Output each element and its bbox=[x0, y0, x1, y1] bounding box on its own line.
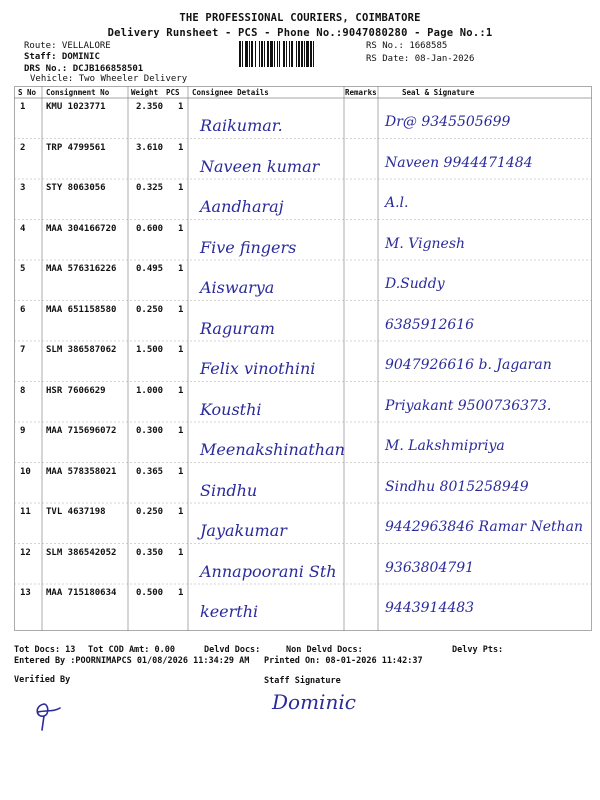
row-consignee-handwritten: Sindhu bbox=[200, 480, 258, 500]
row-consignment-no: MAA 304166720 bbox=[46, 223, 117, 234]
staff-signature-label: Staff Signature bbox=[264, 676, 341, 686]
row-seal-signature-handwritten: 9047926616 b. Jagaran bbox=[385, 357, 552, 373]
verified-signature-scribble bbox=[30, 700, 64, 732]
row-consignment-no: TVL 4637198 bbox=[46, 507, 106, 517]
row-pcs: 1 bbox=[178, 426, 184, 436]
row-seal-signature-handwritten: 6385912616 bbox=[385, 316, 475, 333]
row-consignee-handwritten: Annapoorani Sth bbox=[200, 561, 337, 581]
row-sno: 2 bbox=[20, 142, 26, 153]
verified-by: Verified By bbox=[14, 675, 71, 685]
col-consignment: Consignment No bbox=[46, 88, 110, 97]
row-weight: 1.500 bbox=[136, 345, 164, 355]
col-sno: S No bbox=[18, 88, 37, 97]
row-weight: 0.250 bbox=[136, 304, 164, 315]
barcode bbox=[238, 41, 362, 67]
col-pcs: PCS bbox=[166, 88, 180, 97]
delvd-docs: Delvd Docs: bbox=[204, 645, 261, 655]
row-pcs: 1 bbox=[178, 507, 184, 517]
row-sno: 7 bbox=[20, 345, 26, 355]
row-sno: 1 bbox=[20, 102, 26, 112]
row-sno: 13 bbox=[20, 588, 31, 598]
row-consignment-no: SLM 386542052 bbox=[46, 547, 117, 558]
row-seal-signature-handwritten: D.Suddy bbox=[385, 276, 445, 292]
row-weight: 0.300 bbox=[136, 426, 164, 436]
non-delvd-docs: Non Delvd Docs: bbox=[286, 645, 363, 655]
row-consignee-handwritten: Aandharaj bbox=[200, 197, 284, 216]
row-consignee-handwritten: Naveen kumar bbox=[200, 156, 320, 176]
row-consignment-no: HSR 7606629 bbox=[46, 385, 106, 396]
row-consignee-handwritten: Felix vinothini bbox=[200, 359, 316, 378]
row-seal-signature-handwritten: 9443914483 bbox=[385, 600, 475, 616]
row-sno: 12 bbox=[20, 547, 31, 558]
row-consignment-no: STY 8063056 bbox=[46, 183, 106, 193]
row-pcs: 1 bbox=[178, 183, 184, 193]
row-consignee-handwritten: Raikumar. bbox=[200, 116, 283, 135]
row-weight: 3.610 bbox=[136, 142, 164, 153]
row-weight: 0.600 bbox=[136, 223, 164, 234]
rs-date: RS Date: 08-Jan-2026 bbox=[366, 54, 475, 64]
row-consignment-no: KMU 1023771 bbox=[46, 102, 106, 112]
row-pcs: 1 bbox=[178, 304, 184, 315]
staff-signature-handwritten: Dominic bbox=[272, 690, 356, 714]
entered-by: Entered By :POORNIMAPCS 01/08/2026 11:34:29 AM bbox=[14, 656, 250, 666]
row-seal-signature-handwritten: 9363804791 bbox=[385, 559, 475, 576]
row-consignment-no: MAA 651158580 bbox=[46, 304, 117, 315]
col-weight: Weight bbox=[131, 88, 159, 97]
row-seal-signature-handwritten: Sindhu 8015258949 bbox=[385, 478, 529, 495]
row-weight: 0.350 bbox=[136, 547, 164, 558]
row-consignee-handwritten: Kousthi bbox=[200, 399, 262, 419]
row-consignee-handwritten: Five fingers bbox=[200, 237, 297, 257]
row-pcs: 1 bbox=[178, 588, 184, 598]
row-seal-signature-handwritten: Priyakant 9500736373. bbox=[385, 397, 552, 414]
row-consignee-handwritten: Aiswarya bbox=[200, 278, 275, 297]
row-sno: 3 bbox=[20, 183, 26, 193]
row-pcs: 1 bbox=[178, 102, 184, 112]
row-sno: 11 bbox=[20, 507, 31, 517]
header-subtitle: Delivery Runsheet - PCS - Phone No.:9047080280 - Page No.:1 bbox=[107, 27, 493, 39]
row-consignee-handwritten: Meenakshinathan bbox=[200, 440, 345, 459]
row-weight: 0.325 bbox=[136, 183, 164, 193]
row-consignee-handwritten: Raguram bbox=[200, 318, 275, 338]
row-consignment-no: SLM 386587062 bbox=[46, 345, 117, 355]
row-consignment-no: MAA 578358021 bbox=[46, 466, 117, 477]
route: Route: VELLALORE bbox=[24, 41, 111, 51]
row-sno: 6 bbox=[20, 304, 26, 315]
row-pcs: 1 bbox=[178, 223, 184, 234]
row-pcs: 1 bbox=[178, 345, 184, 355]
row-sno: 5 bbox=[20, 264, 26, 274]
header-title: THE PROFESSIONAL COURIERS, COIMBATORE bbox=[179, 12, 421, 24]
vehicle: Vehicle: Two Wheeler Delivery bbox=[30, 74, 188, 84]
row-weight: 2.350 bbox=[136, 102, 164, 112]
row-pcs: 1 bbox=[178, 466, 184, 477]
row-seal-signature-handwritten: A.l. bbox=[385, 195, 409, 211]
row-sno: 4 bbox=[20, 223, 26, 234]
row-seal-signature-handwritten: 9442963846 Ramar Nethan bbox=[385, 519, 584, 535]
printed-on: Printed On: 08-01-2026 11:42:37 bbox=[264, 656, 423, 666]
row-weight: 1.000 bbox=[136, 385, 164, 396]
tot-docs: Tot Docs: 13 bbox=[14, 645, 76, 655]
rs-number: RS No.: 1668585 bbox=[366, 41, 448, 51]
row-weight: 0.500 bbox=[136, 588, 164, 598]
row-consignee-handwritten: keerthi bbox=[200, 602, 259, 621]
row-seal-signature-handwritten: M. Vignesh bbox=[385, 235, 466, 252]
row-seal-signature-handwritten: Naveen 9944471484 bbox=[385, 154, 533, 171]
row-sno: 10 bbox=[20, 466, 31, 477]
row-pcs: 1 bbox=[178, 547, 184, 558]
row-pcs: 1 bbox=[178, 264, 184, 274]
row-consignment-no: MAA 576316226 bbox=[46, 264, 117, 274]
col-remarks: Remarks bbox=[345, 88, 377, 97]
row-seal-signature-handwritten: M. Lakshmipriya bbox=[385, 438, 505, 454]
row-pcs: 1 bbox=[178, 385, 184, 396]
row-seal-signature-handwritten: Dr@ 9345505699 bbox=[385, 114, 511, 130]
col-consignee: Consignee Details bbox=[192, 88, 269, 97]
col-seal: Seal & Signature bbox=[402, 88, 475, 97]
row-consignment-no: TRP 4799561 bbox=[46, 142, 106, 153]
row-consignment-no: MAA 715696072 bbox=[46, 426, 117, 436]
row-weight: 0.495 bbox=[136, 264, 164, 274]
staff: Staff: DOMINIC bbox=[24, 52, 100, 62]
drs-no: DRS No.: DCJB166858501 bbox=[24, 64, 144, 74]
row-weight: 0.250 bbox=[136, 507, 164, 517]
row-sno: 8 bbox=[20, 385, 26, 396]
row-consignee-handwritten: Jayakumar bbox=[200, 521, 287, 540]
row-weight: 0.365 bbox=[136, 466, 164, 477]
delvy-pts: Delvy Pts: bbox=[452, 645, 504, 655]
row-pcs: 1 bbox=[178, 142, 184, 153]
row-consignment-no: MAA 715180634 bbox=[46, 588, 117, 598]
tot-cod: Tot COD Amt: 0.00 bbox=[88, 645, 175, 655]
row-sno: 9 bbox=[20, 426, 26, 436]
